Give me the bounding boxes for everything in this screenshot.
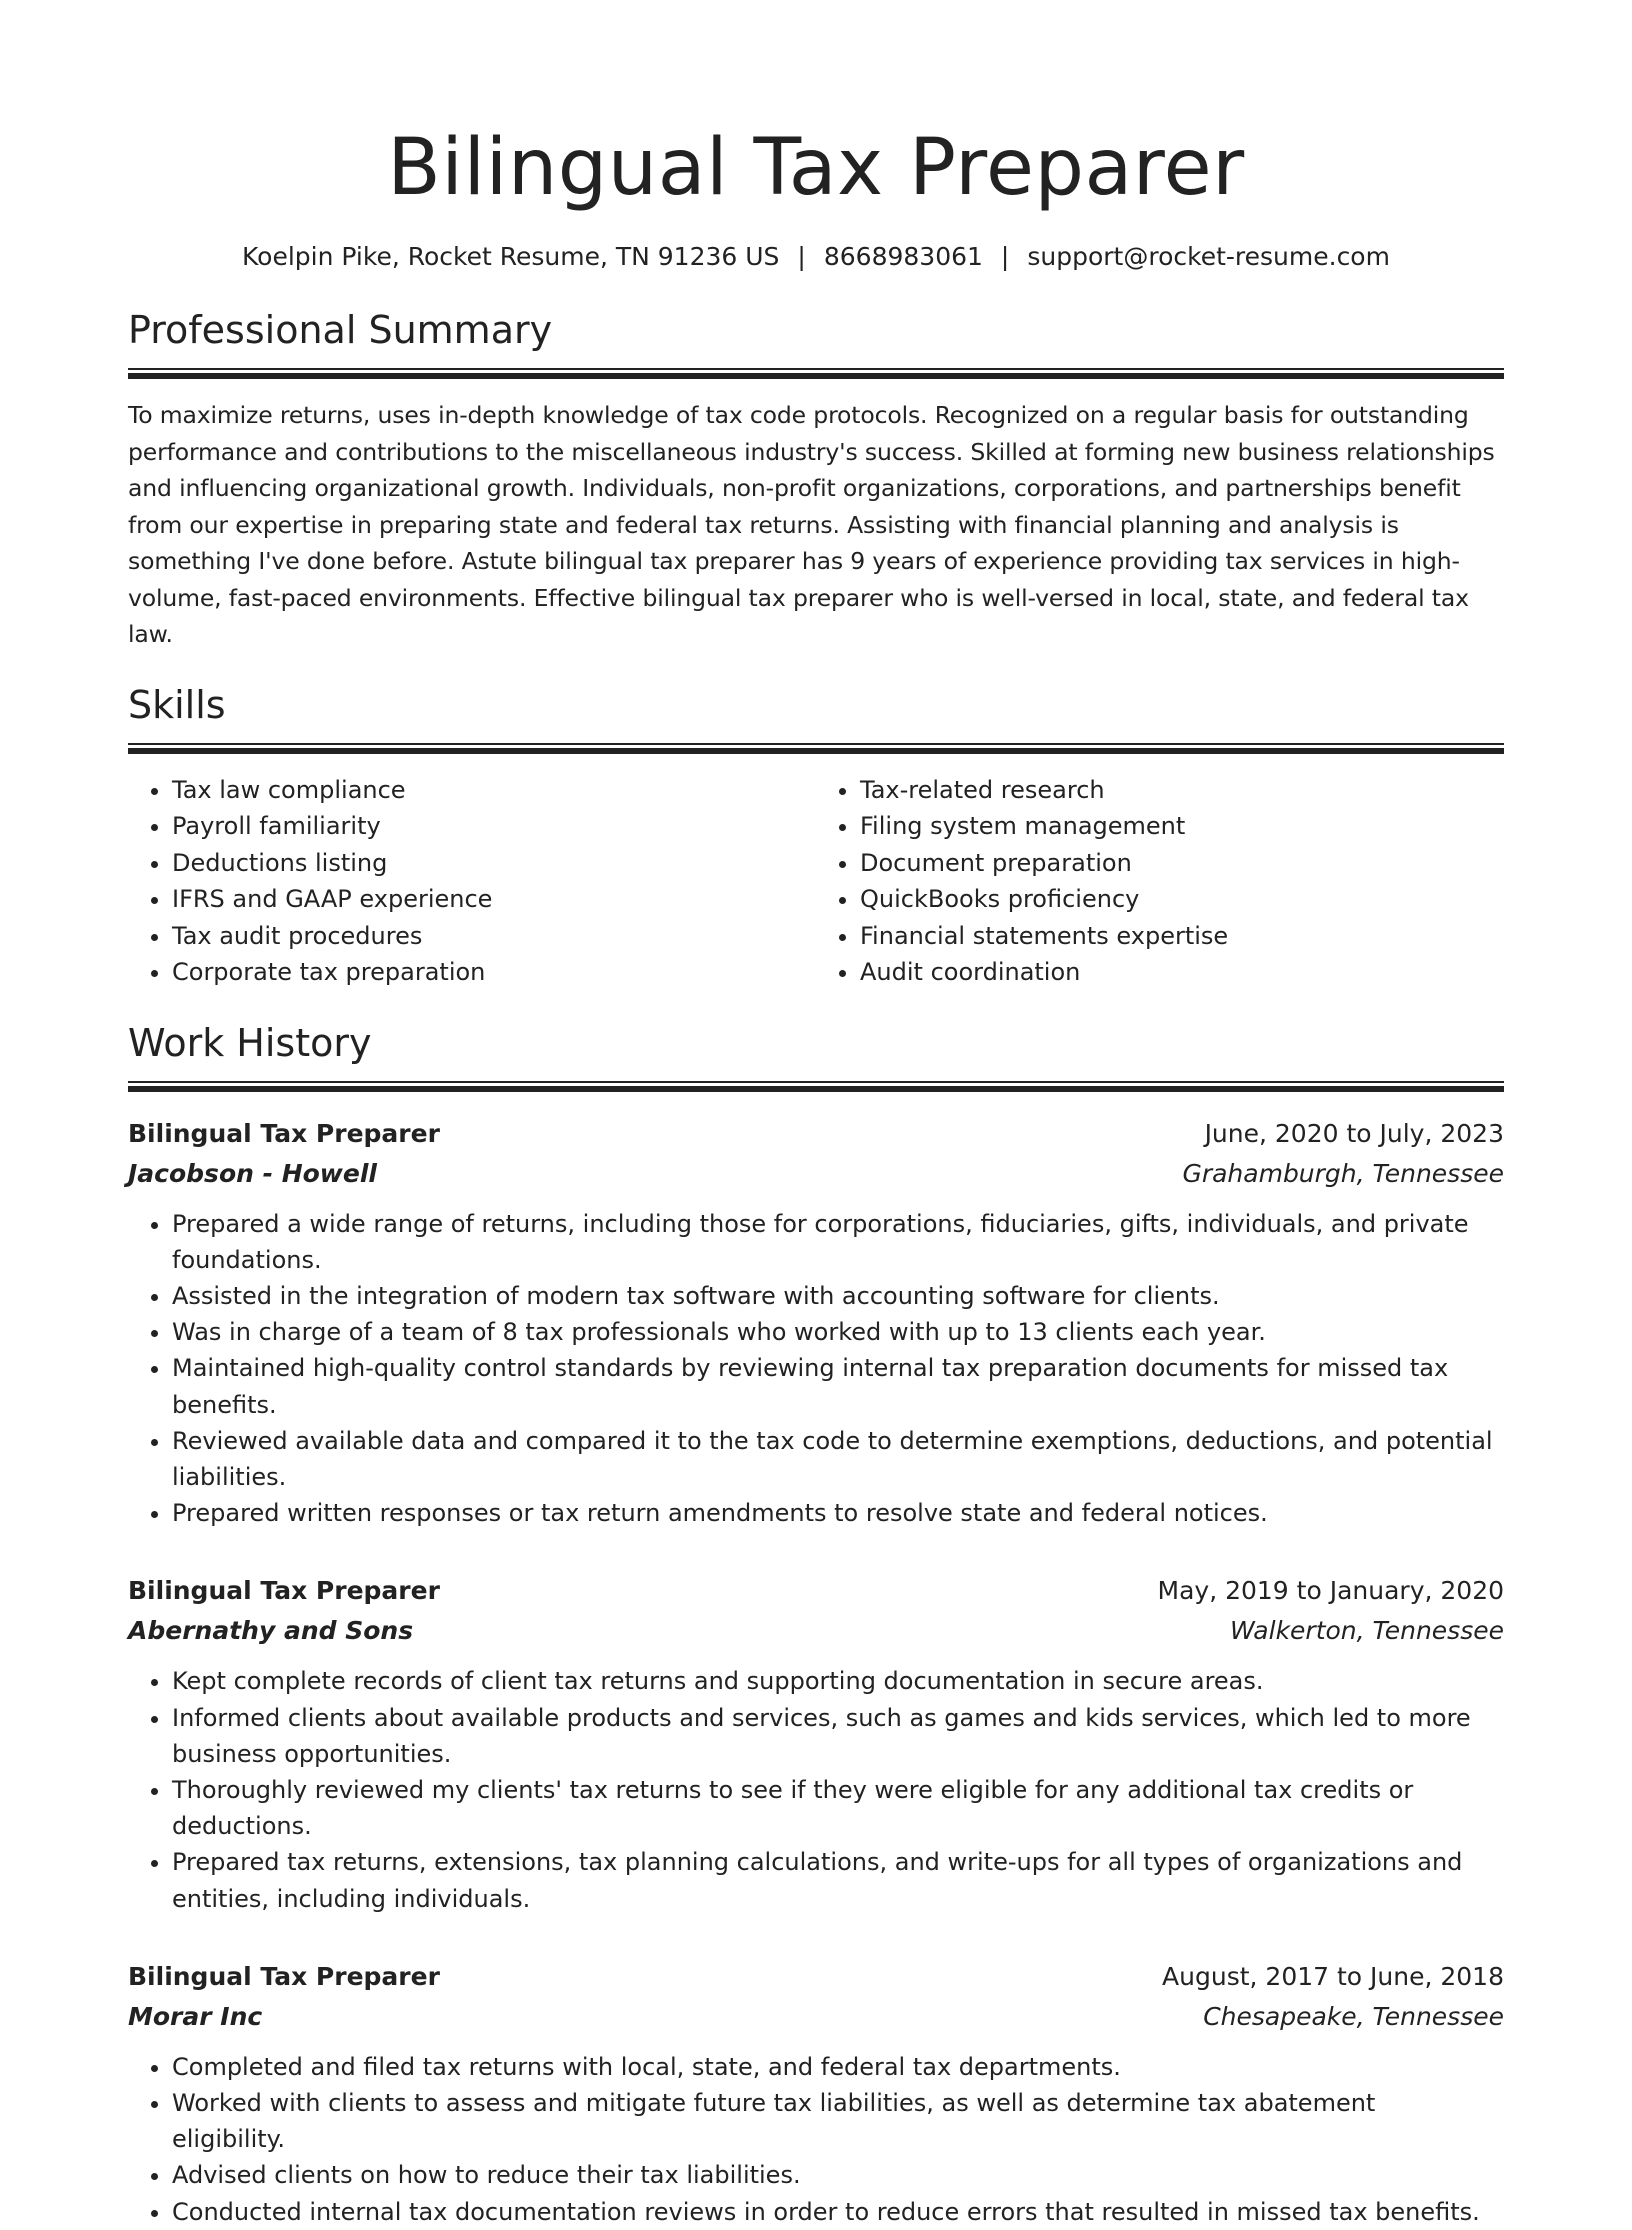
job-bullet: • Worked with clients to assess and mitigate future tax liabilities, as well as determine tax abatement eligibility. [172, 2085, 1504, 2157]
skill-item: • Corporate tax preparation [172, 954, 816, 991]
summary-section [128, 306, 1504, 653]
skills-section [128, 681, 1504, 991]
job-location: Chesapeake, Tennessee [1203, 2001, 1504, 2031]
job-company: Morar Inc [128, 2001, 263, 2031]
job-bullets [128, 2049, 1504, 2230]
job-company-row [128, 1611, 1504, 1651]
contact-line [128, 240, 1504, 274]
skill-item: • Payroll familiarity [172, 808, 816, 845]
job-bullets [128, 1206, 1504, 1532]
job-bullet: • Informed clients about available products and services, such as games and kids services, which led to more business opportunities. [172, 1700, 1504, 1772]
skill-item: • Tax law compliance [172, 772, 816, 809]
job-dates: June, 2020 to July, 2023 [1204, 1118, 1504, 1148]
job-bullet: • Prepared tax returns, extensions, tax planning calculations, and write-ups for all types of organizations and entities, including individuals. [172, 1844, 1504, 1916]
job-header-row [128, 1114, 1504, 1154]
contact-email: support@rocket-resume.com [1027, 242, 1390, 271]
job-dates: August, 2017 to June, 2018 [1162, 1961, 1504, 1991]
job-bullet: • Completed and filed tax returns with local, state, and federal tax departments. [172, 2049, 1504, 2085]
contact-address: Koelpin Pike, Rocket Resume, TN 91236 US [242, 242, 780, 271]
job-bullet: • Assisted in the integration of modern tax software with accounting software for clients. [172, 1278, 1504, 1314]
contact-separator: | [797, 242, 806, 271]
job-location: Grahamburgh, Tennessee [1182, 1158, 1504, 1188]
skills-left-list [128, 772, 816, 991]
job-bullet: • Maintained high-quality control standards by reviewing internal tax preparation documents for missed tax benefits. [172, 1350, 1504, 1422]
job-entry [128, 1114, 1504, 1532]
skills-heading: Skills [128, 682, 226, 727]
job-bullets [128, 1663, 1504, 1916]
job-bullet: • Prepared written responses or tax return amendments to resolve state and federal notices. [172, 1495, 1504, 1531]
job-location: Walkerton, Tennessee [1229, 1616, 1504, 1646]
skills-right-list [816, 772, 1504, 991]
job-bullet: • Prepared a wide range of returns, including those for corporations, fiduciaries, gifts, individuals, and private foundations. [172, 1206, 1504, 1278]
job-title: Bilingual Tax Preparer [128, 1961, 440, 1991]
job-header-row [128, 1571, 1504, 1611]
job-dates: May, 2019 to January, 2020 [1157, 1576, 1504, 1606]
job-entry [128, 1957, 1504, 2230]
section-divider [128, 368, 1504, 379]
skill-item: • Financial statements expertise [860, 918, 1504, 955]
skill-item: • Filing system management [860, 808, 1504, 845]
skills-columns [128, 772, 1504, 991]
job-title: Bilingual Tax Preparer [128, 1576, 440, 1606]
skill-item: • Tax-related research [860, 772, 1504, 809]
skill-item: • Audit coordination [860, 954, 1504, 991]
contact-phone: 8668983061 [823, 242, 983, 271]
summary-text: To maximize returns, uses in-depth knowledge of tax code protocols. Recognized on a regular basis for outstanding performance and contributions to the miscellaneous industry's success. Skilled at forming new business relationships and influencing organizational growth. Individuals, non-profit organizations, corporations, and partnerships benefit from our expertise in preparing state and federal tax returns. Assisting with financial planning and analysis is something I've done before. Astute bilingual tax preparer has 9 years of experience providing tax services in high-volume, fast-paced environments. Effective bilingual tax preparer who is well-versed in local, state, and federal tax law. [128, 401, 1495, 648]
job-header-row [128, 1957, 1504, 1997]
resume-title: Bilingual Tax Preparer [387, 123, 1245, 213]
job-company-row [128, 1997, 1504, 2037]
work-history-section [128, 1019, 1504, 2230]
job-company: Abernathy and Sons [128, 1616, 414, 1646]
job-bullet: • Was in charge of a team of 8 tax professionals who worked with up to 13 clients each year. [172, 1314, 1504, 1350]
work-history-heading: Work History [128, 1020, 372, 1065]
job-bullet: • Conducted internal tax documentation reviews in order to reduce errors that resulted in missed tax benefits. [172, 2194, 1504, 2230]
skill-item: • IFRS and GAAP experience [172, 881, 816, 918]
job-company-row [128, 1154, 1504, 1194]
job-bullet: • Kept complete records of client tax returns and supporting documentation in secure areas. [172, 1663, 1504, 1699]
job-entry [128, 1571, 1504, 1916]
skill-item: • Deductions listing [172, 845, 816, 882]
section-divider [128, 743, 1504, 754]
job-bullet: • Thoroughly reviewed my clients' tax returns to see if they were eligible for any additional tax credits or deductions. [172, 1772, 1504, 1844]
job-company: Jacobson - Howell [128, 1158, 377, 1188]
job-bullet: • Advised clients on how to reduce their tax liabilities. [172, 2157, 1504, 2193]
job-title: Bilingual Tax Preparer [128, 1118, 440, 1148]
job-bullet: • Reviewed available data and compared it to the tax code to determine exemptions, deductions, and potential liabilities. [172, 1423, 1504, 1495]
skill-item: • Tax audit procedures [172, 918, 816, 955]
contact-separator: | [1000, 242, 1010, 271]
skill-item: • Document preparation [860, 845, 1504, 882]
section-divider [128, 1081, 1504, 1092]
summary-heading: Professional Summary [128, 308, 553, 352]
skill-item: • QuickBooks proficiency [860, 881, 1504, 918]
